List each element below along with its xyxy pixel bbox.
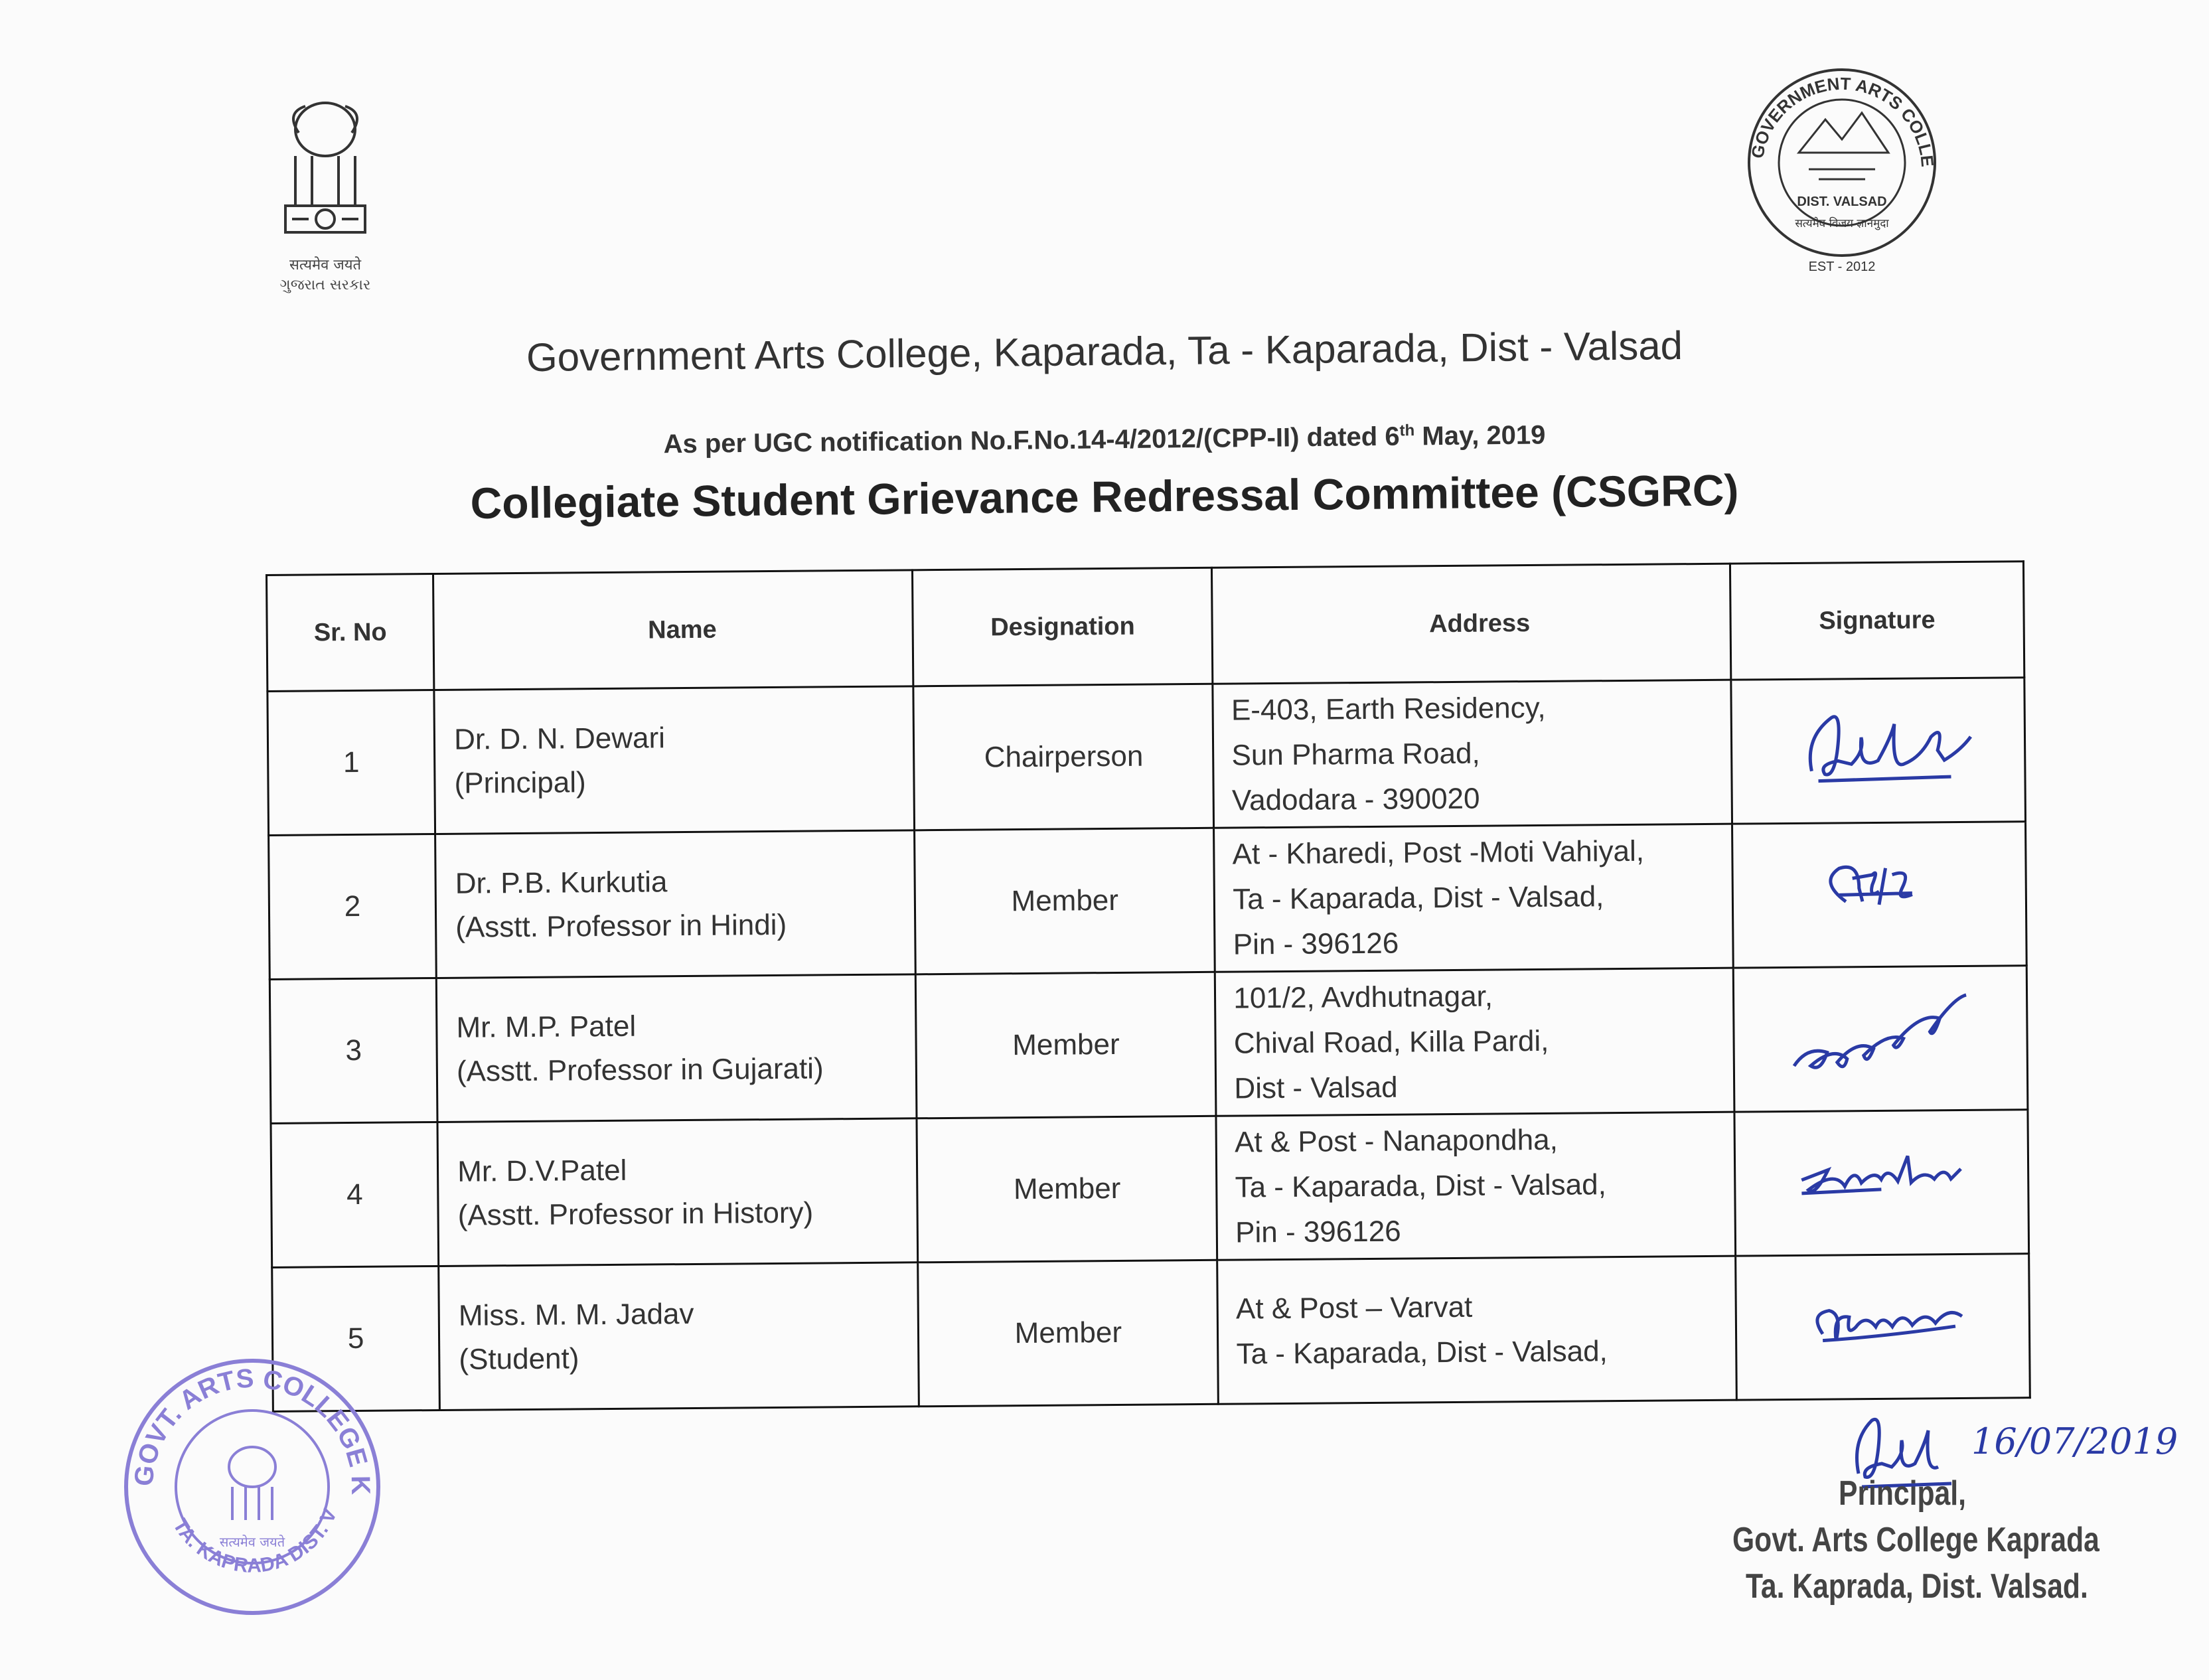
name-cell [436,974,917,1122]
header-address: Address [1212,564,1731,684]
address-line: Ta - Kaparada, Dist - Valsad, [1233,880,1604,916]
address-line: 101/2, Avdhutnagar, [1233,980,1493,1015]
principal-signature-block [1713,1407,2177,1659]
emblem-motto: सत्यमेव जयते [289,257,362,273]
table-row [271,1110,2029,1268]
member-name: Mr. D.V.Patel [457,1154,627,1188]
header-signature: Signature [1730,562,2024,680]
sr-no-cell: 2 [269,834,437,980]
member-role: (Principal) [454,766,586,800]
sr-no-cell: 4 [271,1122,439,1267]
header-name: Name [433,570,914,690]
table-row [267,678,2026,836]
sr-no-cell: 5 [272,1266,440,1411]
address-line: Ta - Kaparada, Dist - Valsad, [1235,1168,1607,1204]
seal-est-text: EST - 2012 [1808,260,1876,274]
name-cell [439,1262,919,1411]
member-role: (Asstt. Professor in Gujarati) [456,1052,824,1088]
name-cell [437,1118,918,1266]
name-cell [435,830,916,978]
member-role: (Student) [459,1342,579,1376]
designation-cell: Member [918,1260,1219,1407]
seal-arc-text: GOVERNMENT ARTS COLLE [1747,73,1938,168]
ugc-text: As per UGC notification No.F.No.14-4/2012/(CPP-II) dated 6 [663,421,1400,459]
handwritten-signature [1782,1128,1981,1229]
member-name: Dr. D. N. Dewari [453,722,666,756]
designation-cell: Chairperson [913,684,1214,830]
signature-cell [1734,1110,2029,1256]
address-cell [1214,824,1733,972]
signature-cell [1735,1254,2030,1400]
address-line: At - Kharedi, Post -Moti Vahiyal, [1232,834,1645,871]
member-name: Dr. P.B. Kurkutia [455,866,668,900]
address-line: Sun Pharma Road, [1231,737,1480,772]
address-cell [1216,1112,1735,1260]
handwritten-signature [1780,984,1980,1085]
committee-title: Collegiate Student Grievance Redressal Committee (CSGRC) [470,465,1739,528]
ugc-superscript: th [1399,421,1415,440]
address-cell [1217,1256,1736,1404]
college-heading: Government Arts College, Kaparada, Ta - Kaparada, Dist - Valsad [526,323,1683,380]
seal-motto-text: सत्यमेव विजय ज्ञानमुदा [1795,217,1889,230]
stamp-motto-text: सत्यमेव जयते [219,1534,285,1550]
emblem-government: ગુજરાત સરકાર [279,277,371,293]
header-sr-no: Sr. No [267,574,434,692]
designation-cell: Member [917,1116,1217,1262]
member-role: (Asstt. Professor in History) [457,1196,814,1232]
member-role: (Asstt. Professor in Hindi) [455,908,787,944]
sr-no-cell: 1 [267,690,435,836]
address-line: Chival Road, Killa Pardi, [1233,1024,1549,1060]
table-row [272,1254,2030,1412]
lion-capital-icon [259,93,392,252]
address-line: At & Post - Nanapondha, [1234,1123,1559,1159]
stamp-emblem-icon [229,1447,275,1520]
seal-place-text: DIST. VALSAD [1797,194,1887,209]
table-header-row [267,562,2024,692]
signature-cell [1731,678,2026,824]
stamp-bottom-text: TA. KAPRADA DIST. V [169,1506,341,1577]
member-name: Mr. M.P. Patel [456,1010,637,1044]
stamp-arc-text: GOVT. ARTS COLLEGE K [129,1363,376,1495]
address-line: Vadodara - 390020 [1231,782,1480,817]
name-cell [434,686,915,834]
ugc-notification-line [0,414,2209,467]
sr-no-cell: 3 [269,978,437,1123]
state-emblem [252,93,398,292]
designation-cell: Member [915,828,1215,974]
college-round-stamp [113,1347,392,1626]
address-line: Ta - Kaparada, Dist - Valsad, [1236,1335,1608,1371]
header-designation: Designation [913,568,1213,686]
signature-cell [1732,822,2026,968]
member-name: Miss. M. M. Jadav [458,1297,694,1332]
handwritten-signature [1778,696,1978,797]
address-line: Dist - Valsad [1234,1071,1398,1105]
address-cell [1213,680,1732,828]
ugc-date-tail: May, 2019 [1414,420,1546,451]
college-seal [1726,53,1958,279]
principal-place: Ta. Kaprada, Dist. Valsad. [1746,1567,2088,1606]
principal-title: Principal, [1839,1474,1966,1513]
table-row [269,966,2028,1124]
principal-organization: Govt. Arts College Kaprada [1732,1521,2099,1559]
address-line: At & Post – Varvat [1235,1290,1473,1326]
table-row [269,822,2027,980]
handwritten-signature [1780,840,1979,941]
svg-text:GOVT. ARTS COLLEGE KAPRADA [113,1347,375,1495]
address-line: E-403, Earth Residency, [1231,691,1546,727]
signature-cell [1733,966,2028,1112]
address-line: Pin - 396126 [1235,1215,1401,1249]
handwritten-signature [1783,1272,1983,1373]
address-line: Pin - 396126 [1233,927,1399,961]
committee-table [266,560,2031,1413]
address-cell [1215,968,1734,1116]
designation-cell: Member [916,972,1217,1118]
signature-date: 16/07/2019 [1971,1420,2178,1462]
